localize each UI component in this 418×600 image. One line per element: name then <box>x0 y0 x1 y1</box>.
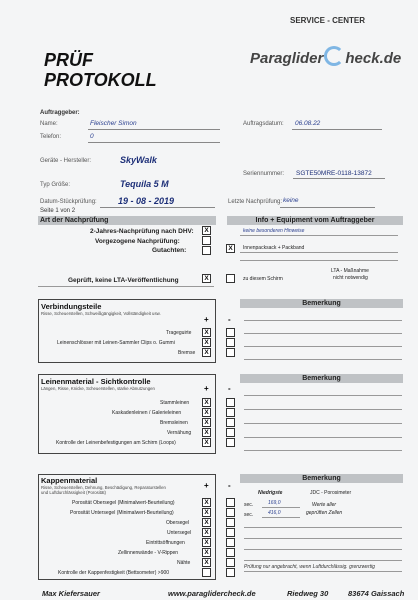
leinen-minus-checkbox-1[interactable] <box>226 408 235 417</box>
art-row-1: Vorgezogene Nachprüfung: <box>95 238 180 245</box>
art-checkbox-0[interactable]: X <box>202 226 211 235</box>
serial-label: Seriennummer: <box>243 171 285 177</box>
kappe-row-6: Nähte <box>177 560 191 566</box>
kappe-row-5: Zellinnenwände - V-Rippen <box>118 550 179 556</box>
logo-c-icon <box>324 46 344 66</box>
kappe-bem-header: Bemerkung <box>240 474 403 483</box>
kappe-row-3: Untersegel <box>167 530 192 536</box>
leinen-minus-checkbox-4[interactable] <box>226 438 235 447</box>
service-center-label: SERVICE - CENTER <box>290 16 365 25</box>
inspection-date-value: 19 - 08 - 2019 <box>118 196 175 206</box>
info-line1: keine besonderen Hinweise <box>243 228 305 234</box>
title-line1: PRÜF <box>44 50 93 70</box>
title-line2: PROTOKOLL <box>44 70 157 90</box>
art-checkbox-2[interactable] <box>202 246 211 255</box>
verbindung-minus-checkbox-0[interactable] <box>226 328 235 337</box>
kappe-row-0: Porosität Obersegel (Minimalwert-Beurteilung) <box>72 500 175 506</box>
verbindung-row-2: Bremse <box>178 350 196 356</box>
leinen-plus-checkbox-4[interactable]: X <box>202 438 211 447</box>
kappe-plus-checkbox-7[interactable] <box>202 568 211 577</box>
kappe-row-4: Eintrittsöffnungen <box>146 540 185 546</box>
verbindung-row-1: Leinenschlösser mit Leinen-Sammler Clips o. Gummi <box>57 340 175 346</box>
footer-city: 83674 Gaissach <box>348 589 405 598</box>
page-info: Seite 1 von 2 <box>40 208 76 214</box>
info-lta-checkbox[interactable] <box>226 274 235 283</box>
verbindung-subtitle: Risse, Scheuerstellen, Schweißgängigkeit, Vollständigkeit usw. <box>41 311 161 316</box>
leinen-plus: + <box>204 384 209 393</box>
verbindung-plus: + <box>204 315 209 324</box>
kappe-subtitle-2: und Luftdurchlässigkeit (Porosität) <box>41 490 106 495</box>
verbindung-minus-checkbox-2[interactable] <box>226 348 235 357</box>
leinen-row-1: Kaskadenleinen / Galerieleinen <box>112 410 182 416</box>
brand-logo <box>250 46 401 70</box>
phone-value: 0 <box>90 133 94 140</box>
info-header: Info + Equipment vom Auftraggeber <box>227 216 403 225</box>
leinen-row-3: Vernähung <box>167 430 192 436</box>
kappe-sec2-label: sec. <box>244 512 254 518</box>
leinen-plus-checkbox-0[interactable]: X <box>202 398 211 407</box>
kappe-minus-checkbox-0[interactable] <box>226 498 235 507</box>
kappe-jdc: JDC - Porosimeter <box>310 490 352 496</box>
verbindung-bem-header: Bemerkung <box>240 299 403 308</box>
kappe-werte2: geprüften Zellen <box>306 510 343 516</box>
serial-value: SGTE50MRE-0118-13872 <box>296 170 372 177</box>
kappe-plus-checkbox-4[interactable]: X <box>202 538 211 547</box>
info-line2: Innenpacksack + Packband <box>243 245 305 251</box>
kappe-minus: - <box>228 481 231 490</box>
kappe-minus-checkbox-5[interactable] <box>226 548 235 557</box>
art-row-2: Gutachten: <box>152 247 187 254</box>
leinen-plus-checkbox-3[interactable]: X <box>202 428 211 437</box>
kappe-sec2-value: 416,0 <box>268 510 281 516</box>
kappe-plus-checkbox-3[interactable]: X <box>202 528 211 537</box>
kappe-minus-checkbox-4[interactable] <box>226 538 235 547</box>
footer-street: Riedweg 30 <box>287 589 329 598</box>
customer-section-label: Auftraggeber: <box>40 110 80 116</box>
info-line3: zu diesem Schirm <box>243 276 283 282</box>
kappe-sec1-value: 169,0 <box>268 500 281 506</box>
verbindung-title: Verbindungsteile <box>41 302 102 311</box>
kappe-plus-checkbox-6[interactable]: X <box>202 558 211 567</box>
footer-website[interactable]: www.paraglidercheck.de <box>168 589 256 598</box>
kappe-plus-checkbox-1[interactable]: X <box>202 508 211 517</box>
verbindung-plus-checkbox-2[interactable]: X <box>202 348 211 357</box>
kappe-title: Kappenmaterial <box>41 476 98 485</box>
art-header: Art der Nachprüfung <box>38 216 216 225</box>
leinen-plus-checkbox-1[interactable]: X <box>202 408 211 417</box>
name-label: Name: <box>40 121 58 127</box>
info-checkbox[interactable]: X <box>226 244 235 253</box>
verbindung-plus-checkbox-0[interactable]: X <box>202 328 211 337</box>
leinen-row-4: Kontrolle der Leinenbefestigungen am Schirm (Loops) <box>56 440 176 446</box>
phone-label: Telefon: <box>40 134 62 140</box>
kappe-plus-checkbox-0[interactable]: X <box>202 498 211 507</box>
leinen-title: Leinenmaterial - Sichtkontrolle <box>41 377 151 386</box>
lta-label: Geprüft, keine LTA-Veröffentlichung <box>68 277 179 284</box>
kappe-plus-checkbox-2[interactable]: X <box>202 518 211 527</box>
kappe-minus-checkbox-2[interactable] <box>226 518 235 527</box>
manufacturer-value: SkyWalk <box>120 155 157 165</box>
kappe-row-1: Porosität Untersegel (Minimalwert-Beurteilung) <box>70 510 174 516</box>
kappe-minus-checkbox-7[interactable] <box>226 568 235 577</box>
kappe-minus-checkbox-6[interactable] <box>226 558 235 567</box>
kappe-niedrigste: Niedrigste <box>258 490 283 496</box>
last-check-value: keine <box>283 197 299 204</box>
leinen-minus: - <box>228 384 231 393</box>
info-lta-label: LTA - Maßnahme <box>331 268 369 274</box>
name-value: Fleischer Simon <box>90 120 137 127</box>
type-value: Tequila 5 M <box>120 179 169 189</box>
art-checkbox-1[interactable] <box>202 236 211 245</box>
leinen-row-0: Stammleinen <box>160 400 190 406</box>
leinen-subtitle: Längen, Risse, Knicke, Scheuerstellen, starke Abnutzungen <box>41 386 155 391</box>
leinen-plus-checkbox-2[interactable]: X <box>202 418 211 427</box>
leinen-minus-checkbox-2[interactable] <box>226 418 235 427</box>
kappe-note: Prüfung nur angebracht, wenn Luftdurchlässig. grenzwertig <box>244 564 375 570</box>
leinen-minus-checkbox-0[interactable] <box>226 398 235 407</box>
kappe-minus-checkbox-3[interactable] <box>226 528 235 537</box>
verbindung-minus: - <box>228 315 231 324</box>
footer-name: Max Kiefersauer <box>42 589 100 598</box>
manufacturer-label: Geräte - Hersteller: <box>40 158 92 164</box>
last-check-label: Letzte Nachprüfung: <box>228 199 283 205</box>
order-date-value: 06.08.22 <box>295 120 321 127</box>
verbindung-plus-checkbox-1[interactable]: X <box>202 338 211 347</box>
leinen-minus-checkbox-3[interactable] <box>226 428 235 437</box>
logo-text-right: heck.de <box>345 50 402 67</box>
kappe-sec1-label: sec. <box>244 502 254 508</box>
kappe-minus-checkbox-1[interactable] <box>226 508 235 517</box>
type-label: Typ Größe: <box>40 182 71 188</box>
verbindung-minus-checkbox-1[interactable] <box>226 338 235 347</box>
leinen-bem-header: Bemerkung <box>240 374 403 383</box>
logo-text-left: Paraglider <box>250 50 324 67</box>
art-row-0: 2-Jahres-Nachprüfung nach DHV: <box>90 228 194 235</box>
order-date-label: Auftragsdatum: <box>243 121 284 127</box>
kappe-plus: + <box>204 481 209 490</box>
verbindung-row-0: Trageguirte <box>166 330 192 336</box>
kappe-plus-checkbox-5[interactable]: X <box>202 548 211 557</box>
info-lta-value: nicht notwendig <box>333 275 368 281</box>
kappe-row-2: Obersegel <box>166 520 190 526</box>
leinen-row-2: Bremsleinen <box>160 420 188 426</box>
inspection-date-label: Datum-Stückprüfung: <box>40 199 97 205</box>
lta-checkbox[interactable]: X <box>202 274 211 283</box>
kappe-subtitle-1: Risse, Scheuerstellen, Dehnung, Beschädigung, Reparaturstellen <box>41 485 166 490</box>
kappe-werte1: Werte aller <box>312 502 337 508</box>
kappe-row-7: Kontrolle der Kappenfestigkeit (Bettsometer) >900 <box>58 570 170 576</box>
